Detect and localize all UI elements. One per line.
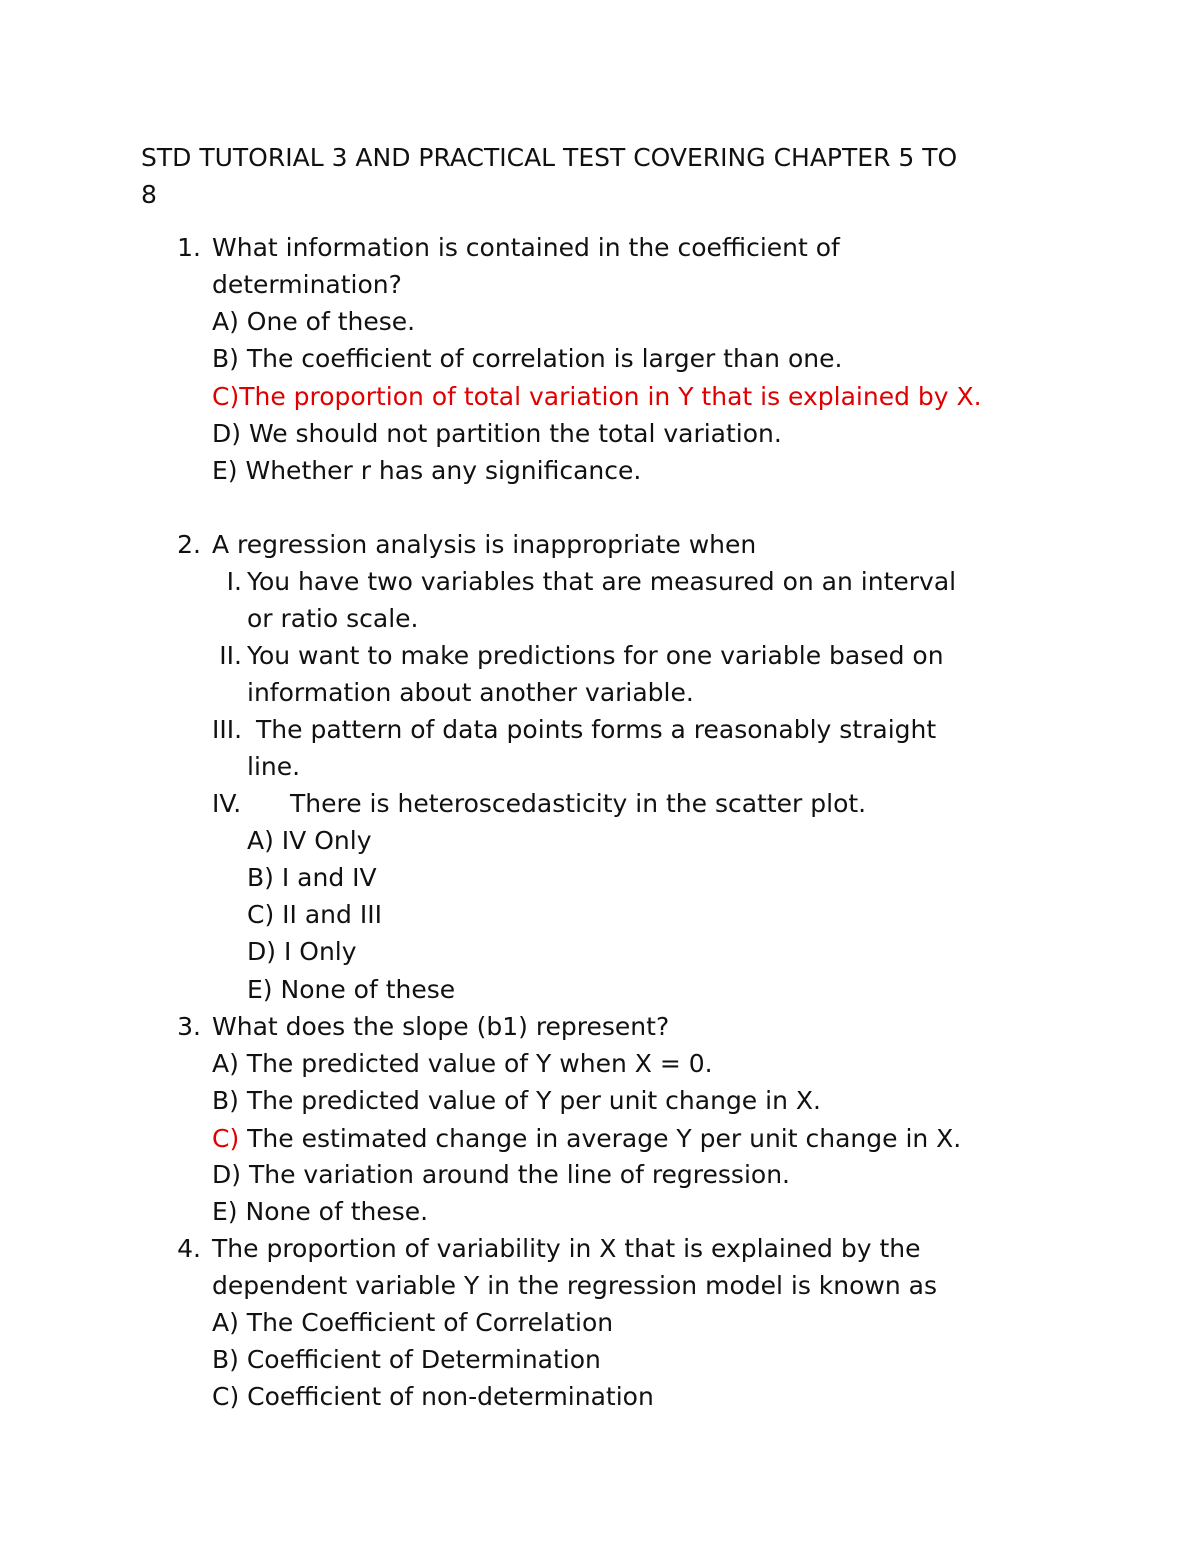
q2-roman-2: II.: [219, 641, 242, 670]
q4-number: 4.: [177, 1234, 201, 1263]
q1-option-c-answer: C)The proportion of total variation in Y that is explained by X.: [212, 382, 982, 411]
q1-option-b: B) The coefficient of correlation is larger than one.: [212, 344, 843, 373]
q2-roman-1: I.: [226, 567, 242, 596]
q1-option-a: A) One of these.: [212, 307, 416, 336]
q4-option-c: C) Coefficient of non-determination: [212, 1382, 654, 1411]
q3-option-c: [212, 1124, 961, 1154]
q4-option-b: B) Coefficient of Determination: [212, 1345, 601, 1374]
q4-stem-line-1: The proportion of variability in X that is explained by the: [212, 1234, 921, 1263]
doc-title-line-1: STD TUTORIAL 3 AND PRACTICAL TEST COVERING CHAPTER 5 TO: [141, 143, 958, 172]
q2-option-e: E) None of these: [247, 975, 456, 1004]
q2-roman-4: IV.: [212, 789, 242, 818]
q2-statement-2-line-2: information about another variable.: [247, 678, 694, 707]
q2-statement-1-line-2: or ratio scale.: [247, 604, 419, 633]
q2-statement-2-line-1: You want to make predictions for one variable based on: [247, 641, 944, 670]
q2-option-a: A) IV Only: [247, 826, 372, 855]
q3-option-b: B) The predicted value of Y per unit change in X.: [212, 1086, 821, 1115]
q2-statement-3-line-2: line.: [247, 752, 301, 781]
q2-statement-3-line-1: The pattern of data points forms a reasonably straight: [256, 715, 937, 744]
q1-option-e: E) Whether r has any significance.: [212, 456, 642, 485]
q4-option-a: A) The Coefficient of Correlation: [212, 1308, 614, 1337]
q3-option-a: A) The predicted value of Y when X = 0.: [212, 1049, 713, 1078]
q3-stem: What does the slope (b1) represent?: [212, 1012, 670, 1041]
q3-option-d: D) The variation around the line of regression.: [212, 1160, 790, 1189]
q3-option-c-answer-label: C): [212, 1124, 240, 1153]
q3-option-e: E) None of these.: [212, 1197, 429, 1226]
q1-option-d: D) We should not partition the total variation.: [212, 419, 782, 448]
q2-option-c: C) II and III: [247, 900, 382, 929]
q4-stem-line-2: dependent variable Y in the regression model is known as: [212, 1271, 937, 1300]
q2-roman-3: III.: [212, 715, 243, 744]
q3-option-c-text: The estimated change in average Y per unit change in X.: [239, 1124, 962, 1153]
q1-stem-line-1: What information is contained in the coefficient of: [212, 233, 840, 262]
q3-number: 3.: [177, 1012, 201, 1041]
q2-stem: A regression analysis is inappropriate when: [212, 530, 757, 559]
q2-statement-4: There is heteroscedasticity in the scatter plot.: [290, 789, 867, 818]
q2-option-d: D) I Only: [247, 937, 357, 966]
q2-number: 2.: [177, 530, 201, 559]
q1-stem-line-2: determination?: [212, 270, 402, 299]
doc-title-line-2: 8: [141, 180, 157, 209]
q2-statement-1-line-1: You have two variables that are measured on an interval: [247, 567, 957, 596]
q2-option-b: B) I and IV: [247, 863, 377, 892]
q1-number: 1.: [177, 233, 201, 262]
